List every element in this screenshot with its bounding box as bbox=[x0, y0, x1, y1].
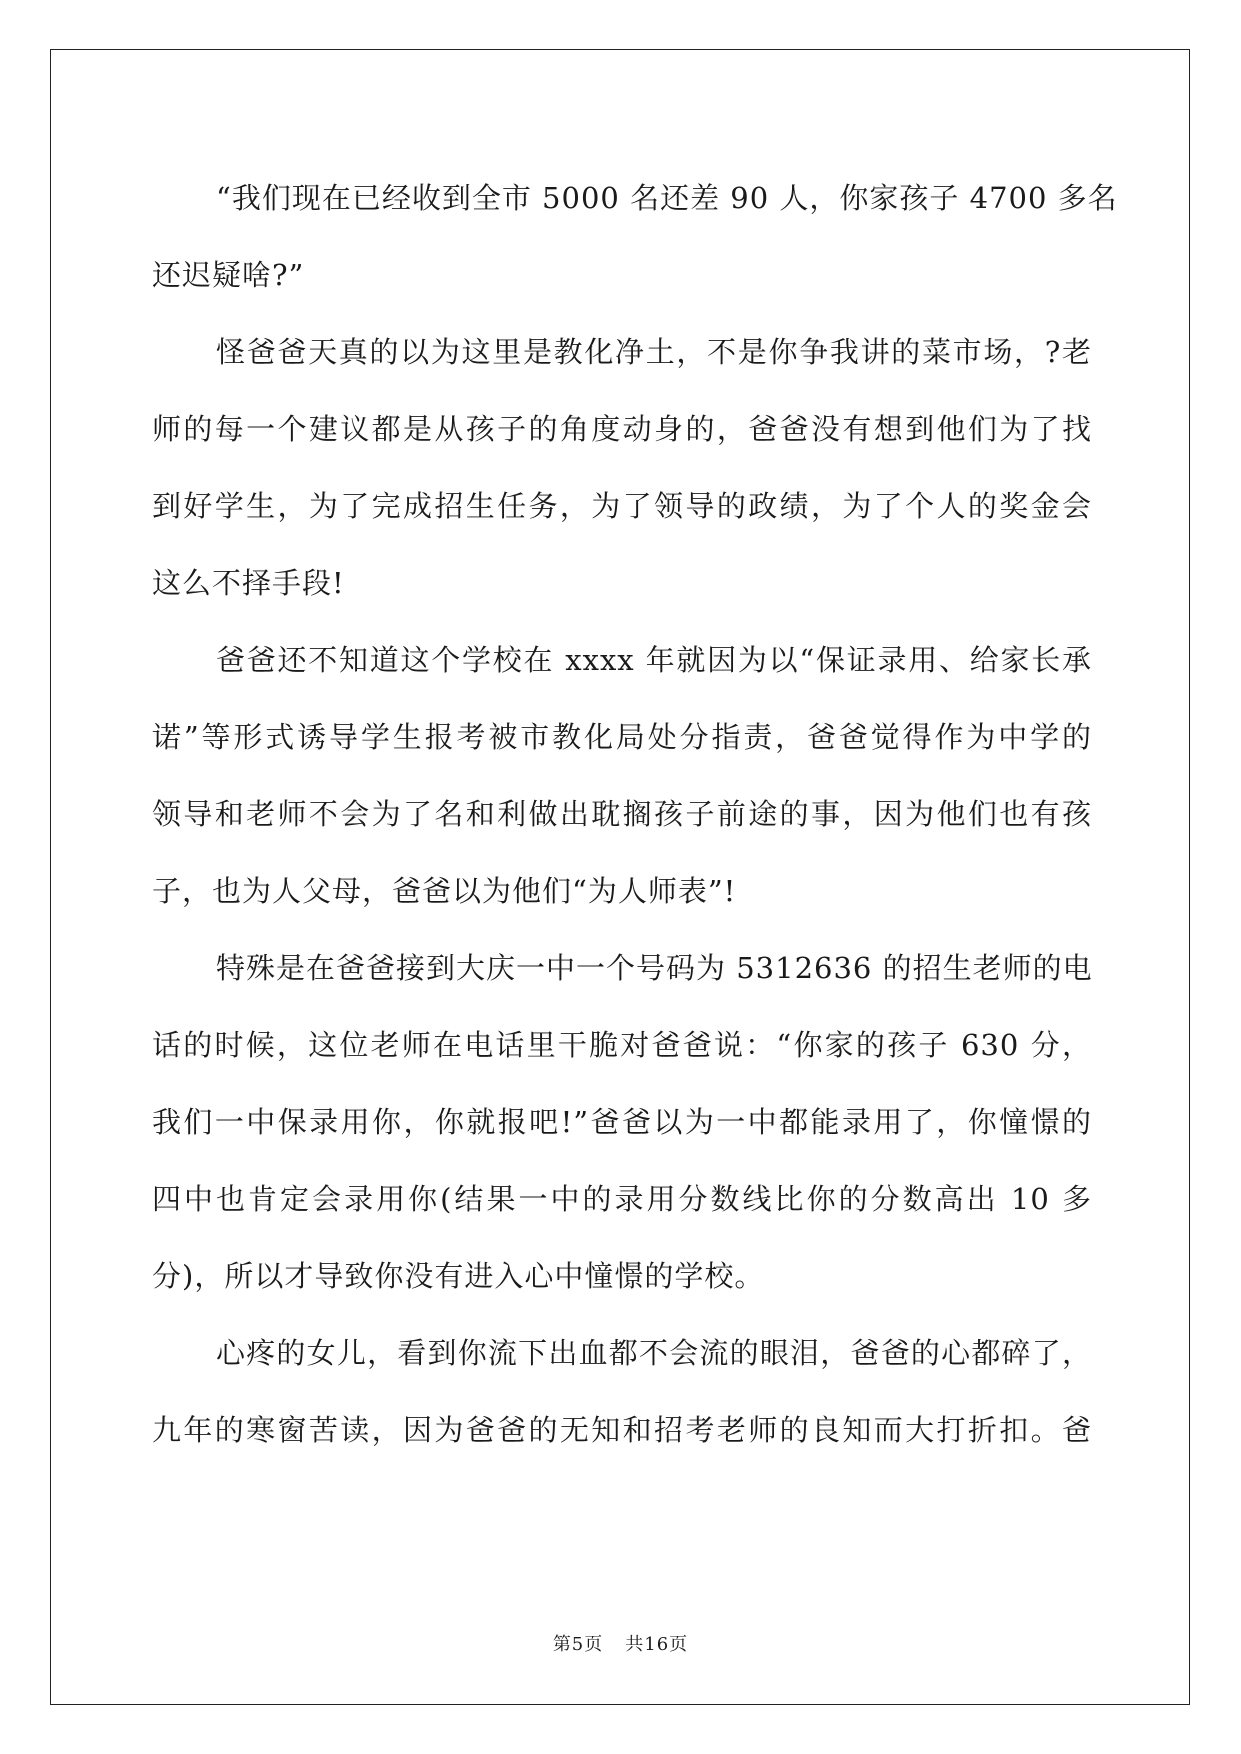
text-line: 怪爸爸天真的以为这里是教化净土，不是你争我讲的菜市场，?老 bbox=[216, 335, 1092, 369]
text-line: 特殊是在爸爸接到大庆一中一个号码为 5312636 的招生老师的电 bbox=[216, 951, 1093, 985]
text-line: 师的每一个建议都是从孩子的角度动身的，爸爸没有想到他们为了找 bbox=[152, 412, 1092, 446]
text-line: 分)，所以才导致你没有进入心中憧憬的学校。 bbox=[152, 1259, 765, 1293]
text-line: 爸爸还不知道这个学校在 xxxx 年就因为以“保证录用、给家长承 bbox=[216, 643, 1092, 677]
text-line: 领导和老师不会为了名和利做出耽搁孩子前途的事，因为他们也有孩 bbox=[152, 797, 1092, 831]
text-line: 心疼的女儿，看到你流下出血都不会流的眼泪，爸爸的心都碎了， bbox=[216, 1336, 1092, 1370]
text-line: 话的时候，这位老师在电话里干脆对爸爸说：“你家的孩子 630 分， bbox=[152, 1028, 1092, 1062]
paragraph bbox=[152, 930, 1092, 1315]
page-total: 共16页 bbox=[625, 1634, 689, 1655]
text-line: 这么不择手段! bbox=[152, 566, 345, 600]
paragraph bbox=[152, 314, 1092, 622]
text-line: 我们一中保录用你，你就报吧!”爸爸以为一中都能录用了，你憧憬的 bbox=[152, 1105, 1092, 1139]
paragraph bbox=[152, 1315, 1092, 1469]
text-line: 还迟疑啥?” bbox=[152, 258, 305, 292]
paragraph bbox=[152, 160, 1118, 314]
text-line: “我们现在已经收到全市 5000 名还差 90 人，你家孩子 4700 多名 bbox=[216, 181, 1118, 215]
paragraph bbox=[152, 622, 1092, 930]
text-line: 诺”等形式诱导学生报考被市教化局处分指责，爸爸觉得作为中学的 bbox=[152, 720, 1092, 754]
document-body bbox=[152, 160, 1118, 1469]
page-number: 第5页 bbox=[552, 1634, 604, 1655]
page-footer bbox=[0, 1630, 1241, 1656]
text-line: 四中也肯定会录用你(结果一中的录用分数线比你的分数高出 10 多 bbox=[152, 1182, 1092, 1216]
text-line: 到好学生，为了完成招生任务，为了领导的政绩，为了个人的奖金会 bbox=[152, 489, 1092, 523]
text-line: 九年的寒窗苦读，因为爸爸的无知和招考老师的良知而大打折扣。爸 bbox=[152, 1413, 1092, 1447]
text-line: 子，也为人父母，爸爸以为他们“为人师表”! bbox=[152, 874, 737, 908]
